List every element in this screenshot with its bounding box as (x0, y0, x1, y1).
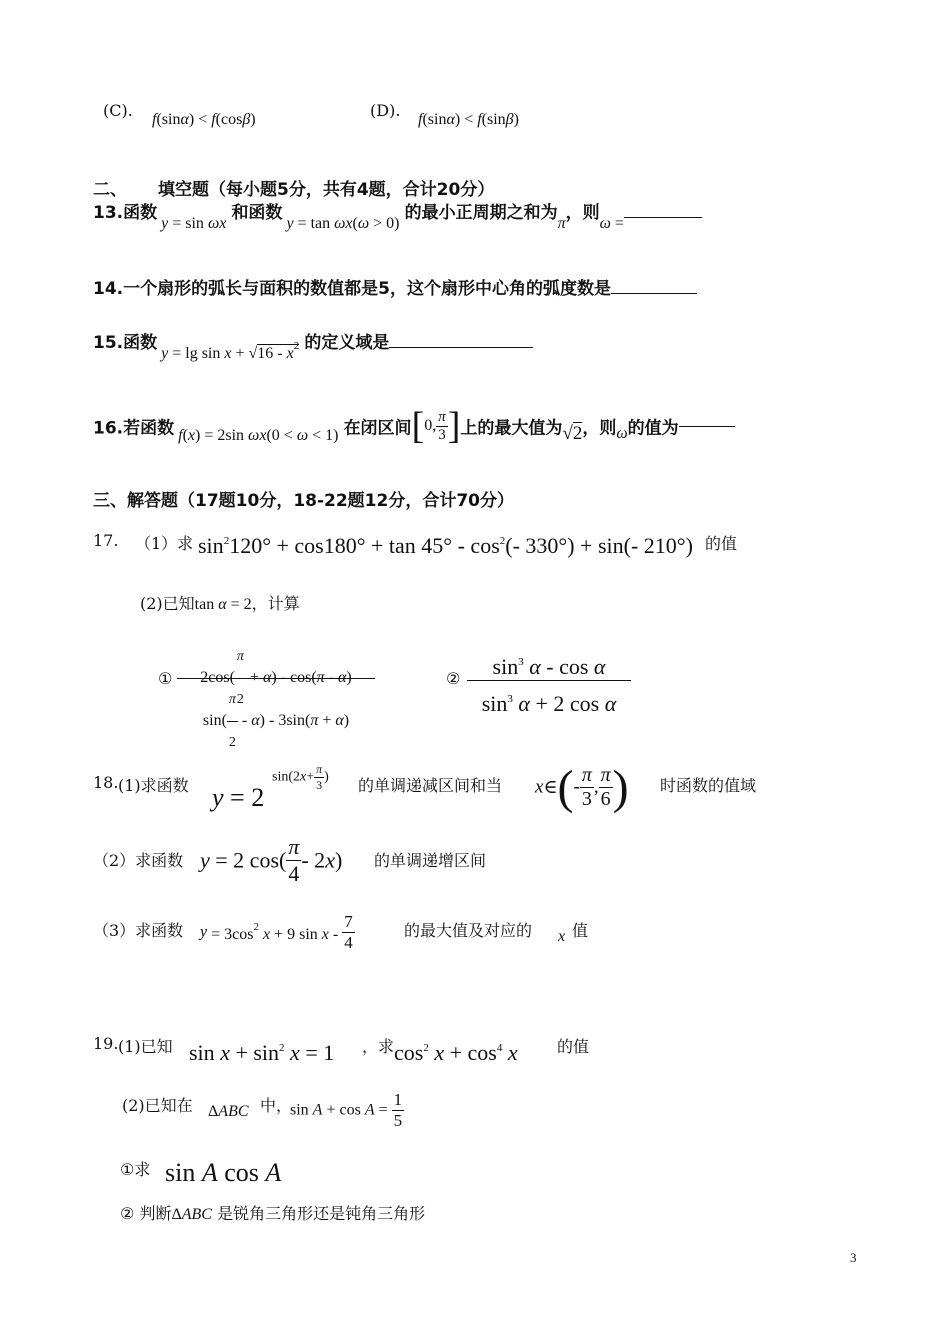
q19-item1-mark: ① (120, 1160, 135, 1179)
q16-expr: f(x) = 2sin ωx(0 < ω < 1) (178, 427, 339, 444)
q19-part1-suffix: 的值 (557, 1037, 590, 1056)
q13-mid: 和函数 (231, 203, 283, 223)
option-d-label: (D). (370, 101, 401, 120)
q18-part2-expr: y = 2 cos( $\frac{\pi}{4}$ - 2x) (200, 834, 343, 886)
q19-part2-mid: 中， (260, 1096, 293, 1115)
q17-part1-expr: $\sin^2120^\circ + \cos 180^\circ + \tan 45^\circ - \cos^2(-$ 330°) + sin(- 210°) (198, 533, 693, 558)
q15-text: 的定义域是 (304, 333, 390, 353)
q17-part2 (140, 591, 300, 614)
q19-item2-mark: ② (120, 1204, 135, 1223)
q13-label: 13.函数 (93, 203, 158, 223)
question-15 (93, 328, 533, 362)
q18-part2-suffix: 的单调递增区间 (374, 851, 487, 870)
q16-text2: 上的最大值为 (460, 418, 563, 439)
q18-part2-label: （2）求函数 (93, 851, 184, 870)
q19-item2-text2: 是锐角三角形还是钝角三角形 (217, 1204, 426, 1223)
q19-part2-label: (2)已知在 (122, 1096, 193, 1115)
q19-part2-expr: sin A + cos A = $\frac{1}{5}$ (290, 1090, 403, 1130)
q19-part1-target: $\cos^2 x + \cos^4 x$ (394, 1040, 518, 1065)
q18-part3-label: （3）求函数 (93, 921, 184, 940)
question-13 (93, 198, 702, 234)
q13-expr2: y = tan ωx(ω > 0) (286, 215, 400, 232)
page-number: 3 (850, 1250, 857, 1265)
q17-part2-suffix: ，计算 (251, 594, 300, 613)
q18-part1-expr: y = 2 (212, 783, 265, 812)
q13-answer-blank[interactable] (624, 216, 702, 218)
q17-part2-given: tan α = 2 (194, 596, 252, 613)
q18-part3-suffix: 值 (572, 921, 589, 940)
q15-expr: $y = \lg \sin x + √16 - x^2$ (161, 340, 300, 362)
q18-part1-label: (1)求函数 (118, 776, 189, 795)
q17-item2-mark: ② (446, 669, 461, 688)
q16-interval: [0, $\frac{\pi}{3}$ ] (411, 405, 461, 447)
q19-item2-triangle: ΔABC (171, 1206, 212, 1223)
q14-text: 14.一个扇形的弧长与面积的数值都是5，这个扇形中心角的弧度数是 (93, 279, 611, 299)
q19-part1-label: (1)已知 (118, 1037, 173, 1056)
q18-number: 18. (93, 773, 119, 792)
q19-part2-triangle: ΔABC (208, 1103, 249, 1120)
q19-item1-text: 求 (134, 1160, 151, 1179)
q13-omega: ω = (599, 215, 624, 232)
q17-item1-mark: ① (158, 669, 173, 688)
option-c-label: (C). (103, 101, 133, 120)
q19-item2-text1: 判断 (139, 1204, 172, 1223)
q19-number: 19. (93, 1034, 119, 1053)
q18-part1-text: 的单调递减区间和当 (358, 776, 503, 795)
section-2-title: 填空题（每小题5分，共有4题，合计20分） (158, 180, 495, 200)
q18-part1-exponent: sin(2x+ $\frac{\pi}{3}$ ) (272, 762, 329, 792)
option-c-expression: f(sinα) < f(cosβ) (152, 111, 256, 128)
q15-answer-blank[interactable] (389, 346, 533, 348)
q17-part1-suffix: 的值 (705, 534, 738, 553)
q17-part1-label: （1）求 (135, 534, 194, 553)
q19-part1-expr: $\sin x + \sin^2 x = 1$ (189, 1040, 335, 1065)
question-14 (93, 274, 697, 299)
q16-label: 16.若函数 (93, 418, 175, 439)
q18-part3-expr: $y = 3\cos^2$ x + 9 sin x - $\frac{7}{4}$ (200, 912, 353, 952)
question-16 (93, 404, 735, 460)
q18-part1-suffix: 时函数的值域 (660, 776, 757, 795)
section-2-number: 二、 (93, 180, 127, 200)
q16-text3: ，则 (582, 418, 617, 439)
option-d-expression: f(sinα) < f(sinβ) (418, 111, 519, 128)
q18-part3-text: 的最大值及对应的 (404, 921, 533, 940)
q16-text1: 在闭区间 (343, 418, 412, 439)
q17-item1-fraction: 2cos( $\frac{\pi}{2}$ + α) - cos(π - α) sin( $\frac{\pi}{2}$ - α) - 3sin(π + α) (177, 636, 375, 721)
q16-answer-blank[interactable] (679, 425, 735, 427)
q18-part1-domain: x∈(- $\frac{\pi}{3}$ , $\frac{\pi}{6}$ ) (535, 761, 629, 814)
q13-expr1: y = sin ωx (161, 215, 227, 232)
q13-comma: ，则 (565, 203, 600, 223)
q19-item1 (120, 1157, 150, 1180)
q17-part2-label: (2)已知 (140, 594, 195, 613)
q16-omega: ω (616, 425, 628, 442)
q13-text2: 的最小正周期之和为 (404, 203, 558, 223)
q17-item2-fraction: $\sin^3 \alpha$ - cos α $\sin^3 \alpha + 2$ cos α (467, 644, 631, 717)
q13-pi: π (557, 215, 566, 232)
q19-part1-mid: ，求 (362, 1037, 395, 1056)
q17-number: 17. (93, 531, 119, 550)
q18-part3-var: x (558, 928, 566, 945)
q15-label: 15.函数 (93, 333, 158, 353)
section-3-title: 三、解答题（17题10分，18-22题12分，合计70分） (93, 491, 514, 511)
q16-text4: 的值为 (627, 418, 679, 439)
q19-item1-expr: sin A cos A (165, 1158, 282, 1187)
q19-item2 (120, 1201, 425, 1224)
q14-answer-blank[interactable] (611, 292, 697, 294)
q16-value: √2 (562, 423, 583, 444)
